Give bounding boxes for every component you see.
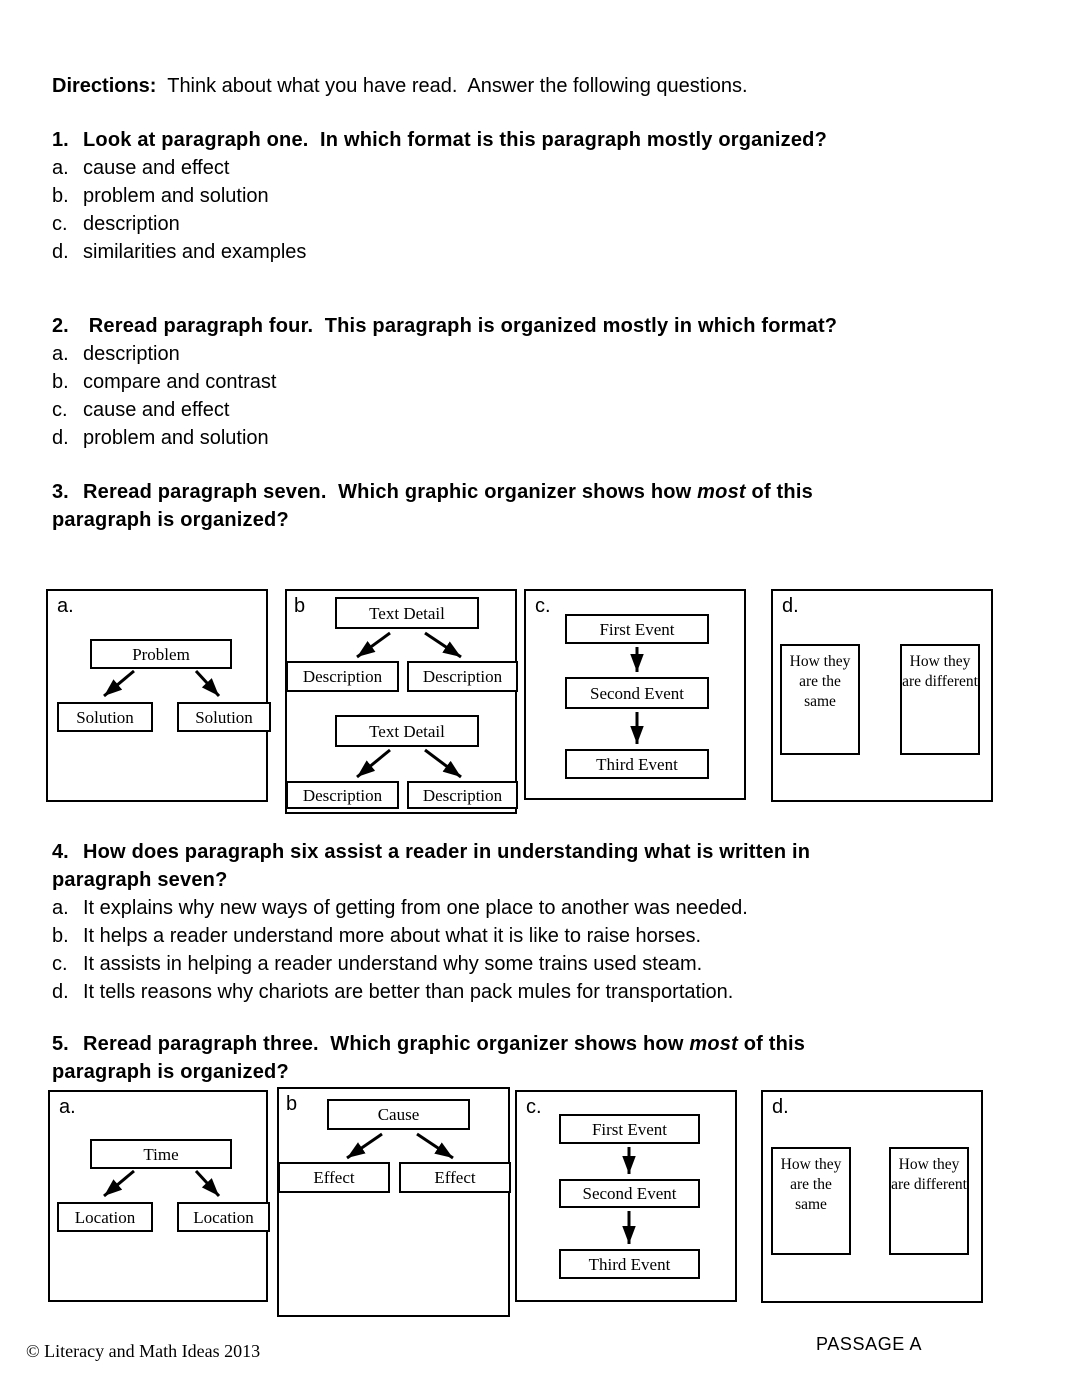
question-5 [52,1030,1012,1086]
option [52,396,1012,424]
question-prompt: Reread paragraph four. This paragraph is organized mostly in which format? [83,315,838,337]
effect-box: Effect [278,1162,390,1193]
first-event-box: First Event [559,1114,700,1144]
question-number: 2. [52,315,69,337]
option-letter: c. [52,399,68,421]
question-1 [52,126,1012,266]
option-text: description [83,343,180,365]
question-prompt: Reread paragraph three. Which graphic organizer shows how [83,1033,690,1055]
question-3-heading [52,478,1012,506]
directions [52,72,1012,100]
question-2-heading [52,312,1012,340]
organizer-label: c. [526,1096,542,1118]
option-letter: a. [52,343,69,365]
description-box: Description [286,781,399,809]
question-prompt-emphasis: most [689,1033,738,1055]
question-1-heading [52,126,1012,154]
organizer-label: d. [772,1096,789,1118]
question-prompt-line2: paragraph seven? [52,869,228,891]
option [52,978,1012,1006]
organizer-q5-a [48,1090,268,1302]
directions-text: Think about what you have read. Answer the following questions. [156,75,748,97]
organizer-q5-d [761,1090,983,1303]
arrow-down-right-icon [425,750,461,777]
copyright-text: © Literacy and Math Ideas 2013 [26,1341,261,1361]
option [52,340,1012,368]
option-text: compare and contrast [83,371,277,393]
organizer-q3-d [771,589,993,802]
arrow-down-left-icon [357,750,390,777]
option-text: cause and effect [83,399,230,421]
question-prompt-line2: paragraph is organized? [52,509,289,531]
option-text: problem and solution [83,427,269,449]
option [52,182,1012,210]
option-letter: c. [52,213,68,235]
organizer-label: d. [782,595,799,617]
question-prompt-line2: paragraph is organized? [52,1061,289,1083]
different-box: How they are different [900,644,980,755]
question-number: 5. [52,1033,69,1055]
option-text: It explains why new ways of getting from one place to another was needed. [83,897,748,919]
organizer-q3-b [285,589,517,814]
option-text: It tells reasons why chariots are better than pack mules for transportation. [83,981,734,1003]
organizer-label: c. [535,595,551,617]
organizer-label: b [286,1093,298,1115]
question-prompt: Look at paragraph one. In which format is this paragraph mostly organized? [83,129,827,151]
cause-box: Cause [327,1099,470,1130]
description-box: Description [286,661,399,692]
question-2 [52,312,1012,452]
directions-label: Directions: [52,75,157,97]
option [52,950,1012,978]
option-text: problem and solution [83,185,269,207]
description-box: Description [407,661,518,692]
option-text: It helps a reader understand more about what it is like to raise horses. [83,925,702,947]
option-letter: a. [52,157,69,179]
organizer-label: a. [59,1096,76,1118]
problem-box: Problem [90,639,232,669]
arrow-down-left-icon [347,1134,382,1158]
text-detail-box: Text Detail [335,715,479,747]
option [52,368,1012,396]
same-box: How they are the same [780,644,860,755]
third-event-box: Third Event [565,749,709,779]
organizer-q3-a [46,589,268,802]
question-prompt: How does paragraph six assist a reader in understanding what is written in [83,841,811,863]
arrow-down-right-icon [425,633,461,657]
solution-box: Solution [177,702,271,732]
option-letter: b. [52,185,69,207]
option [52,922,1012,950]
option-letter: b. [52,925,69,947]
text-detail-box: Text Detail [335,597,479,629]
arrows-layer [48,591,270,804]
effect-box: Effect [399,1162,511,1193]
option-letter: b. [52,371,69,393]
same-box: How they are the same [771,1147,851,1255]
location-box: Location [57,1202,153,1232]
arrow-down-left-icon [104,1171,134,1196]
option-letter: a. [52,897,69,919]
option-text: cause and effect [83,157,230,179]
organizer-q5-c [515,1090,737,1302]
organizer-q5-b [277,1087,510,1317]
option-letter: d. [52,427,69,449]
question-number: 4. [52,841,69,863]
organizer-label: b [294,595,306,617]
question-number: 1. [52,129,69,151]
question-3 [52,478,1012,534]
option-text: It assists in helping a reader understand why some trains used steam. [83,953,703,975]
arrow-down-right-icon [196,1171,219,1196]
question-prompt: Reread paragraph seven. Which graphic organizer shows how [83,481,698,503]
option-text: similarities and examples [83,241,307,263]
option-letter: d. [52,241,69,263]
question-prompt-emphasis: most [697,481,746,503]
option-text: description [83,213,180,235]
arrow-down-right-icon [417,1134,453,1158]
option-letter: d. [52,981,69,1003]
organizer-q3-c [524,589,746,800]
arrow-down-left-icon [104,671,134,696]
second-event-box: Second Event [559,1179,700,1208]
option [52,154,1012,182]
time-box: Time [90,1139,232,1169]
question-prompt: of this [745,481,813,503]
question-number: 3. [52,481,69,503]
organizer-label: a. [57,595,74,617]
passage-label: PASSAGE A [816,1334,923,1354]
arrow-down-left-icon [357,633,390,657]
question-4-heading [52,838,1012,866]
first-event-box: First Event [565,614,709,644]
arrow-down-right-icon [196,671,219,696]
option-letter: c. [52,953,68,975]
question-5-heading [52,1030,1012,1058]
solution-box: Solution [57,702,153,732]
question-prompt: of this [737,1033,806,1055]
third-event-box: Third Event [559,1249,700,1279]
option [52,238,1012,266]
question-4 [52,838,1012,1006]
option [52,424,1012,452]
option [52,894,1012,922]
arrows-layer [50,1092,270,1304]
description-box: Description [407,781,518,809]
second-event-box: Second Event [565,677,709,709]
different-box: How they are different [889,1147,969,1255]
option [52,210,1012,238]
location-box: Location [177,1202,270,1232]
